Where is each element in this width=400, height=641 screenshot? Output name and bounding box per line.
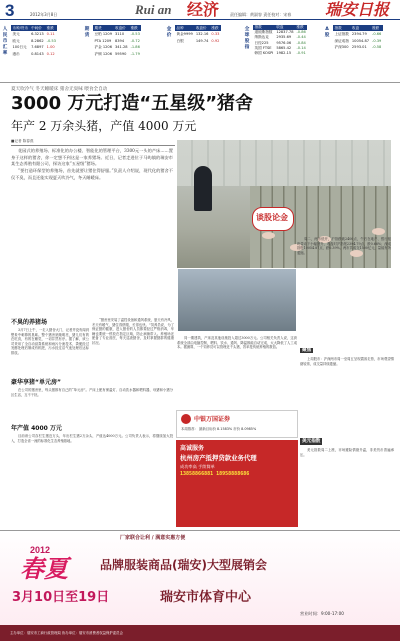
section-heading: 年产值 4000 万元	[11, 425, 62, 432]
masthead-logo: 瑞安日报	[325, 0, 390, 19]
table-row: PTA 1209 8394 -0.72	[94, 38, 140, 43]
right-sidebar	[300, 336, 394, 544]
ad-date: 3月10日至19日	[12, 590, 110, 605]
page-number: 3	[5, 1, 15, 20]
column-title: 谈股论金	[256, 213, 288, 222]
loan-promo-ad: 高诚服务 杭州房产抵押贷款业务代理 成功率高 手续简单 13858866881 18958888686	[176, 440, 298, 527]
section-heading: 豪华享猪“单元房”	[11, 379, 61, 386]
futures-block: 期货 期货 收盘价 涨跌 豆粕 1209 3110 -0.53 PTA 1209 8394 -0.72 沪金 1206 341.28 -1.86 沪铜 1206 59590 -1.79	[84, 26, 140, 56]
divider	[11, 145, 175, 146]
article-headline: 3000 万元打造“五星级”猪舍	[11, 93, 254, 114]
article-body: “猪舍里安装了温控设备和通风系统，夏天有冷风，冬天有暖气，猪住得舒服，长得也快。”饲养员说，为了保证猪的健康，进入猪舍的人员都要经过严格消毒，车辆也要统一停放在指定区域，防止病菌带入。养殖场还配备了专业兽医，每天巡查猪舍，及时掌握猪群的健康状况。	[92, 318, 174, 345]
table-row: 沪铜 1206 59590 -1.79	[94, 51, 140, 56]
pig-figure	[262, 232, 275, 239]
expo-ad	[0, 530, 400, 640]
article-subheadline: 年产 2 万余头猪，产值 4000 万元	[11, 119, 197, 133]
article-body: 3月7日上午，一走入猪舍大门，记者并没有闻到想象中刺鼻的臭味。整个猪舍宽敞明亮，猪儿们有的在吃食，有的在睡觉，一切井然有序。据了解，该公司采用了全自动刮粪系统和雨污分流技术，粪便经过发酵处理后制成有机肥，污水经过沼气池处理后达标排放。	[11, 328, 89, 355]
table-row: 美元 6.3213 0.11	[12, 32, 55, 37]
table-row: 纳斯达克 2935.69 -0.44	[254, 35, 306, 40]
bank-detail: 本周推荐： 最新目标价 8.1583% 市价 8.0985%	[181, 427, 257, 431]
page-header	[0, 0, 400, 20]
world-index-table: 指数 收盘 涨跌 道琼斯指数 12837.78 -0.86 纳斯达克 2935.69 -0.44 日经225 9576.06 -0.84 英国 FTSE 5865.42 -0.14 韩国 KOSPI 1982.15 -0.91	[254, 25, 306, 56]
ashare-block: A股 指数 收盘 涨跌 上证指数 2394.79 -0.66 深证成指 10054.87 -0.39 沪深300 2593.01 -0.58	[324, 26, 382, 50]
sidebar-title: 聚焦	[302, 348, 312, 353]
bank-name: 中银万国证券	[194, 415, 231, 423]
article-intro: 花园式的养殖场、标准化的办公楼、智能化的管理平台，3300元一头的产床……置身于这样的猪舍，你一定想不到这是一家养猪场。近日，记者走进位于马屿镇的瑞安市某生态养殖有限公司，探访这家“五星级”猪场。 “要打造环保型的养殖场，首先就要让猪住得舒服。”负责人介绍说，现代化的猪舍不仅不臭，而且还能实现夏天吹冷气，冬天睡暖床。	[11, 148, 173, 180]
farmer-figure	[194, 166, 212, 211]
pig-figure	[372, 228, 385, 235]
gold-block: 金价 品种 收盘价 涨跌 黄金9999 132.16 0.33 白银 149.74 0.92	[166, 26, 220, 43]
futures-table: 期货 收盘价 涨跌 豆粕 1209 3110 -0.53 PTA 1209 8394 -0.72 沪金 1206 341.28 -1.86 沪铜 1206 59590 -1.79	[94, 26, 140, 56]
sidebar-text: 美元指数周二上涨，市场避险情绪升温，非美货币普遍承压。	[300, 448, 394, 457]
section-title: 经济	[187, 0, 220, 19]
ad-footer-text: 主办单位：瑞安市工商行政管理局 协办单位：瑞安市消费者权益保护委员会	[10, 631, 123, 635]
table-row: 韩国 KOSPI 1982.15 -0.91	[254, 51, 306, 56]
securities-ad	[176, 410, 298, 438]
inset-photo	[177, 268, 297, 332]
ad-footer-bar	[0, 625, 400, 641]
bank-logo-icon	[181, 414, 191, 424]
table-row: 黄金9999 132.16 0.33	[176, 32, 220, 37]
block-label: 人民币汇率	[2, 27, 8, 56]
city-pinyin: Rui an	[135, 2, 172, 17]
sidebar-title: 美元指数	[302, 439, 321, 444]
ashare-table: 指数 收盘 涨跌 上证指数 2394.79 -0.66 深证成指 10054.87 -0.39 沪深300 2593.01 -0.58	[334, 26, 382, 50]
sidebar-text: 上周股市：沪深两市周一至周五呈现震荡走势，市场观望情绪较浓，成交量持续萎缩。	[300, 357, 394, 366]
ad-year: 2012	[30, 545, 51, 555]
byline: ■记者 陈春燕	[11, 139, 34, 143]
table-row: 深证成指 10054.87 -0.39	[334, 38, 382, 43]
gold-table: 品种 收盘价 涨跌 黄金9999 132.16 0.33 白银 149.74 0.92	[176, 26, 220, 43]
fx-table: 币种/货币 中间价 涨跌 美元 6.3213 0.11 欧元 8.2862 -0.53 100日元 7.6897 1.00 港币 0.8143 0.12	[12, 26, 56, 56]
article-kicker: 夏天吹冷气 冬天睡暖床 猪舍无臭味 喂食全自动	[11, 87, 108, 92]
article-body: 目前该公司存栏生猪近万头，年出栏生猪2万余头，产值达4000万元。公司负责人表示，将继续加大投入，打造全省一流的标准化生态养殖基地。	[11, 434, 173, 443]
page-date: 2012年3月8日	[30, 12, 58, 17]
article-body: 在公司的猪舍里，每头猪都有自己的“单元房”。产床上配有保温灯、自动饮水器和喂料器，母猪和小猪分区生活，互不干扰。	[11, 388, 173, 397]
table-row: 英国 FTSE 5865.42 -0.14	[254, 45, 306, 50]
section-heading: 不臭的养猪场	[11, 319, 48, 326]
table-row: 日经225 9576.06 -0.84	[254, 40, 306, 45]
world-index-block: 全球股指 指数 收盘 涨跌 道琼斯指数 12837.78 -0.86 纳斯达克 2935.69 -0.44 日经225 9576.06 -0.84 英国 FTSE 5865.42 -0.14 韩国 KOSPI 1982.15 -0.91	[244, 25, 306, 56]
ad-hours: 营业时间：9:00-17:00	[300, 611, 344, 616]
table-row: 100日元 7.6897 1.00	[12, 45, 55, 50]
table-row: 豆粕 1209 3110 -0.53	[94, 32, 140, 37]
fx-block	[0, 23, 80, 81]
table-row: 道琼斯指数 12837.78 -0.86	[254, 30, 306, 35]
market-commentary: 周二，两市低开，沪指跌破2400点，午后在地产、银行板块带动下小幅回升，收盘时沪指报2394.79点，跌0.66%；深成指报10054.87点，跌0.39%。两市共成交1500亿元，量能有所萎缩。	[297, 237, 391, 255]
table-row: 欧元 8.2862 -0.53	[12, 38, 56, 43]
table-row: 沪深300 2593.01 -0.58	[334, 45, 382, 50]
ad-brand: 品牌服装商品(瑞安)大型展销会	[100, 558, 267, 572]
table-row: 白银 149.74 0.92	[176, 38, 220, 43]
table-row: 沪金 1206 341.28 -1.86	[94, 45, 140, 50]
table-row: 上证指数 2394.79 -0.66	[334, 32, 382, 37]
article-body: 同一期建筑，产床及其他设施投入超过3000万元。公司相关负责人说，这套系统全部由电脑控制，喂料、饮水、通风、降温都能自动完成，大大降低了人工成本。据测算，一个饲养员可以管理近千头猪，效率是传统养殖的数倍。	[177, 336, 297, 350]
ad-tagline: 厂家联合让利 / 满意实惠方便	[120, 535, 186, 541]
editor-credit: 责任编辑：黄淑容 责任校对：宋春	[230, 12, 292, 17]
table-row: 港币 0.8143 0.12	[12, 51, 55, 56]
ad-venue: 瑞安市体育中心	[160, 590, 252, 605]
market-strip	[0, 21, 400, 83]
ad-title: 春夏	[20, 554, 68, 583]
